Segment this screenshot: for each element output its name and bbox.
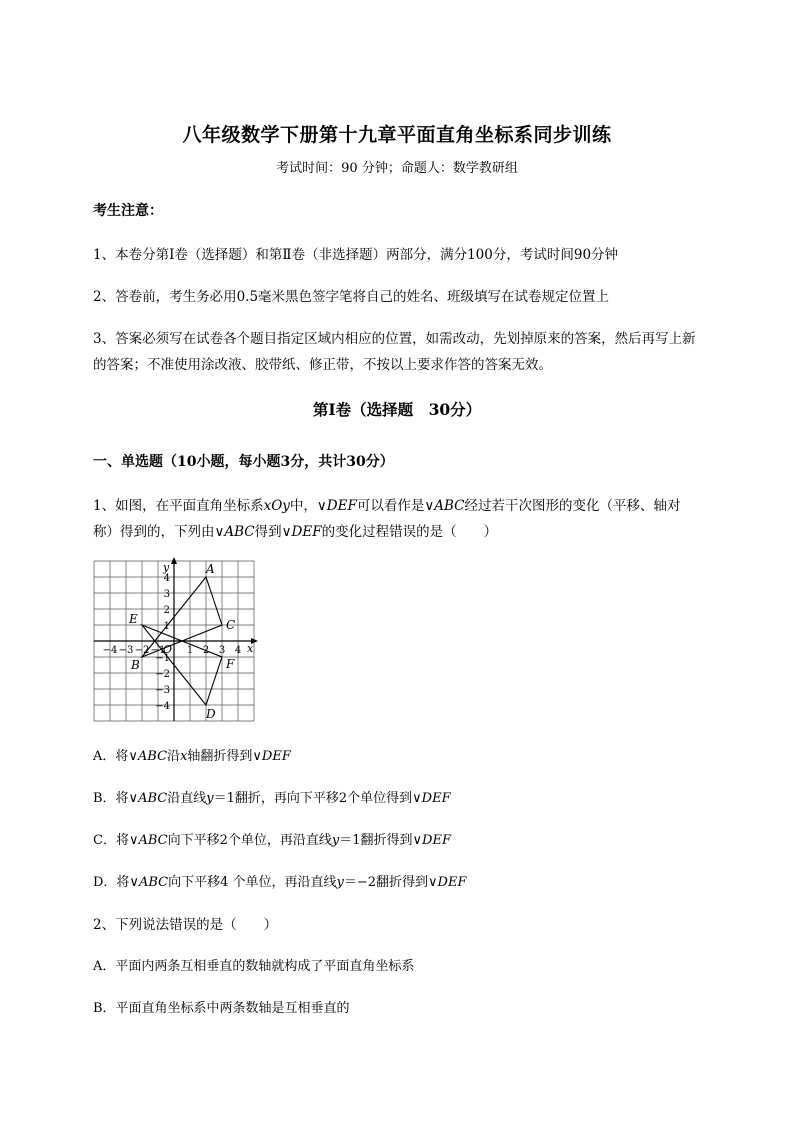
y-tick-label: −1 — [155, 653, 170, 664]
y-axis-label: y — [163, 561, 170, 574]
notice-item-3-cont: 的答案；不准使用涂改液、胶带纸、修正带，不按以上要求作答的答案无效。 — [93, 357, 552, 373]
x-tick-label: −2 — [134, 645, 150, 656]
y-tick-label: −4 — [155, 701, 170, 712]
point-label-c: C — [226, 618, 236, 632]
part-title: 一、单选题（10小题，每小题3分，共计30分） — [93, 454, 394, 470]
question-1-line-2: 称）得到的，下列由∨ABC得到∨DEF的变化过程错误的是（ ） — [93, 524, 498, 540]
question-1-option-d: D．将∨ABC向下平移4 个单位，再沿直线y＝−2翻折得到∨DEF — [93, 875, 467, 890]
point-label-e: E — [129, 612, 138, 626]
section-title: 第Ⅰ卷（选择题 30分） — [312, 400, 482, 419]
question-2-option-a: A．平面内两条互相垂直的数轴就构成了平面直角坐标系 — [93, 959, 415, 974]
question-2-stem: 2、下列说法错误的是（ ） — [93, 917, 278, 933]
page-title: 八年级数学下册第十九章平面直角坐标系同步训练 — [182, 124, 612, 146]
x-tick-label: −1 — [150, 645, 166, 656]
notice-item-3: 3、答案必须写在试卷各个题目指定区域内相应的位置，如需改动，先划掉原来的答案，然后再写上新 — [93, 331, 696, 347]
notice-item-2: 2、答卷前，考生务必用0.5毫米黑色签字笔将自己的姓名、班级填写在试卷规定位置上 — [93, 289, 610, 305]
point-label-f: F — [226, 657, 235, 671]
point-label-d: D — [206, 707, 216, 721]
y-tick-label: 4 — [163, 573, 170, 584]
y-tick-label: 2 — [163, 605, 170, 616]
question-1-option-b: B．将∨ABC沿直线y＝1翻折，再向下平移2个单位得到∨DEF — [93, 791, 451, 806]
exam-info: 考试时间：90 分钟；命题人：数学教研组 — [276, 161, 518, 176]
y-tick-label: −2 — [155, 669, 170, 680]
y-tick-label: 1 — [163, 621, 170, 632]
y-tick-label: 3 — [163, 589, 170, 600]
y-axis-arrow — [171, 557, 177, 564]
x-tick-label: 3 — [218, 645, 226, 656]
question-1-line-1: 1、如图，在平面直角坐标系xOy中，∨DEF可以看作是∨ABC经过若干次图形的变化（平移、轴对 — [93, 498, 681, 514]
x-tick-label: −4 — [102, 645, 118, 656]
x-tick-label: 4 — [234, 645, 242, 656]
question-1-option-a: A．将∨ABC沿x轴翻折得到∨DEF — [93, 749, 291, 764]
origin-label: O — [163, 643, 173, 656]
question-1-option-c: C．将∨ABC向下平移2个单位，再沿直线y＝1翻折得到∨DEF — [93, 833, 451, 848]
y-tick-label: −3 — [155, 685, 170, 696]
notice-heading: 考生注意： — [93, 203, 163, 219]
question-2-option-b: B．平面直角坐标系中两条数轴是互相垂直的 — [93, 1001, 350, 1016]
x-tick-label: 2 — [202, 645, 210, 656]
x-tick-label: −3 — [118, 645, 134, 656]
x-axis-label: x — [247, 642, 254, 655]
point-label-a: A — [206, 562, 215, 576]
coordinate-figure — [89, 556, 259, 726]
triangle-def — [142, 625, 222, 705]
x-tick-label: 1 — [186, 645, 194, 656]
notice-item-1: 1、本卷分第Ⅰ卷（选择题）和第Ⅱ卷（非选择题）两部分，满分100分，考试时间90分钟 — [93, 247, 619, 263]
point-label-b: B — [131, 658, 140, 672]
